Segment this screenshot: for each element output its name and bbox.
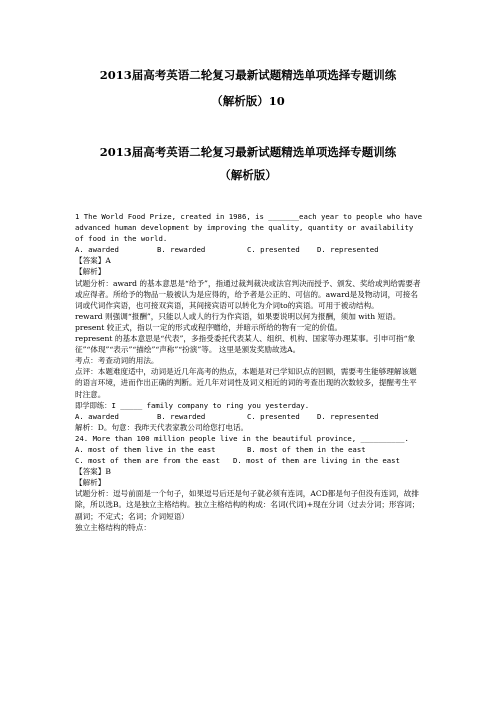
question-24-options-row-1 (75, 444, 423, 455)
analysis-paragraph: present 较正式，指以一定的形式或程序赠给，并暗示所给的物有一定的价值。 (75, 322, 343, 332)
option-d: D. represented (317, 411, 379, 421)
option-c: C. presented (247, 411, 300, 421)
analysis-paragraph: 考点：考查动词的用法。 (75, 356, 159, 366)
option-c: C. presented (247, 245, 300, 255)
option-a: A. awarded (75, 411, 119, 421)
question-1-options (75, 244, 423, 255)
option-a: A. most of them live in the east (75, 444, 216, 454)
practice-answer: 解析：D。句意：我昨天代表家教公司给您打电话。 (75, 422, 249, 432)
question-1-analysis-label: 【解析】 (75, 267, 106, 277)
question-24-analysis-label: 【解析】 (75, 478, 106, 488)
question-1-stem: 1 The World Food Prize, created in 1986, is _______each year to people who have advanced human development by improving the quality, quantity or availability of food in the world. (75, 212, 423, 244)
practice-options (75, 411, 423, 422)
question-24-stem: 24. More than 100 million people live in the beautiful province, __________. (75, 433, 409, 443)
document-title-line-1: 2013届高考英语二轮复习最新试题精选单项选择专题训练 (99, 68, 397, 82)
question-24-options-row-2 (75, 455, 423, 466)
analysis-paragraph: represent 的基本意思是“代表”，多指受委托代表某人、组织、机构、国家等办理某事。引申可指“象征”“体现”“表示”“描绘”“声称”“扮演”等。 这里是颁发奖励故选A。 (75, 334, 416, 355)
option-b: B. most of them in the east (247, 444, 366, 454)
practice-question: 即学即练：I _____ family company to ring you yesterday. (75, 400, 310, 410)
option-a: A. awarded (75, 245, 119, 255)
analysis-paragraph: 独立主格结构的特点： (75, 522, 151, 532)
question-1-answer: 【答案】A (75, 256, 111, 266)
analysis-paragraph: reward 则强调“报酬”，只能以人或人的行为作宾语，如果要说明以何为报酬，须加 with 短语。 (75, 311, 401, 321)
document-body (75, 211, 423, 533)
option-b: B. rewarded (157, 245, 206, 255)
option-b: B. rewarded (157, 411, 206, 421)
option-c: C. most of them are from the east (75, 456, 220, 466)
question-24-answer: 【答案】B (75, 467, 111, 477)
option-d: D. represented (317, 245, 379, 255)
option-d: D. most of them are living in the east (233, 456, 400, 466)
section-title-line-1: 2013届高考英语二轮复习最新试题精选单项选择专题训练 (99, 145, 397, 159)
analysis-paragraph: 试题分析：award 的基本意思是“给予”，指通过裁判裁决或法官判决而授予、颁发、奖给或判给需要者或应得者。所给予的物品一般被认为是应得的，给予者是公正的、可信的。award是及物动词，可接名词或代词作宾语，也可接双宾语，其间接宾语可以转化为介词to的宾语。可用于被动结构。 (75, 278, 421, 310)
analysis-paragraph: 试题分析：逗号前面是一个句子，如果逗号后还是句子就必须有连词，ACD都是句子但没有连词，故排除，所以选B。这是独立主格结构。独立主格结构的构成：名词(代词)+现在分词（过去分词；形容词；副词；不定式；名词；介词短语） (75, 489, 420, 521)
document-title-line-2: （解析版）10 (211, 94, 285, 108)
analysis-paragraph: 点评：本题难度适中，动词是近几年高考的热点，本题是对已学知识点的回顾，需要考生能够理解该题的语言环境，进而作出正确的判断。近几年对词性及词义相近的词的考查出现的次数较多，提醒考生平时注意。 (75, 367, 417, 399)
section-title-line-2: （解析版） (219, 168, 277, 182)
